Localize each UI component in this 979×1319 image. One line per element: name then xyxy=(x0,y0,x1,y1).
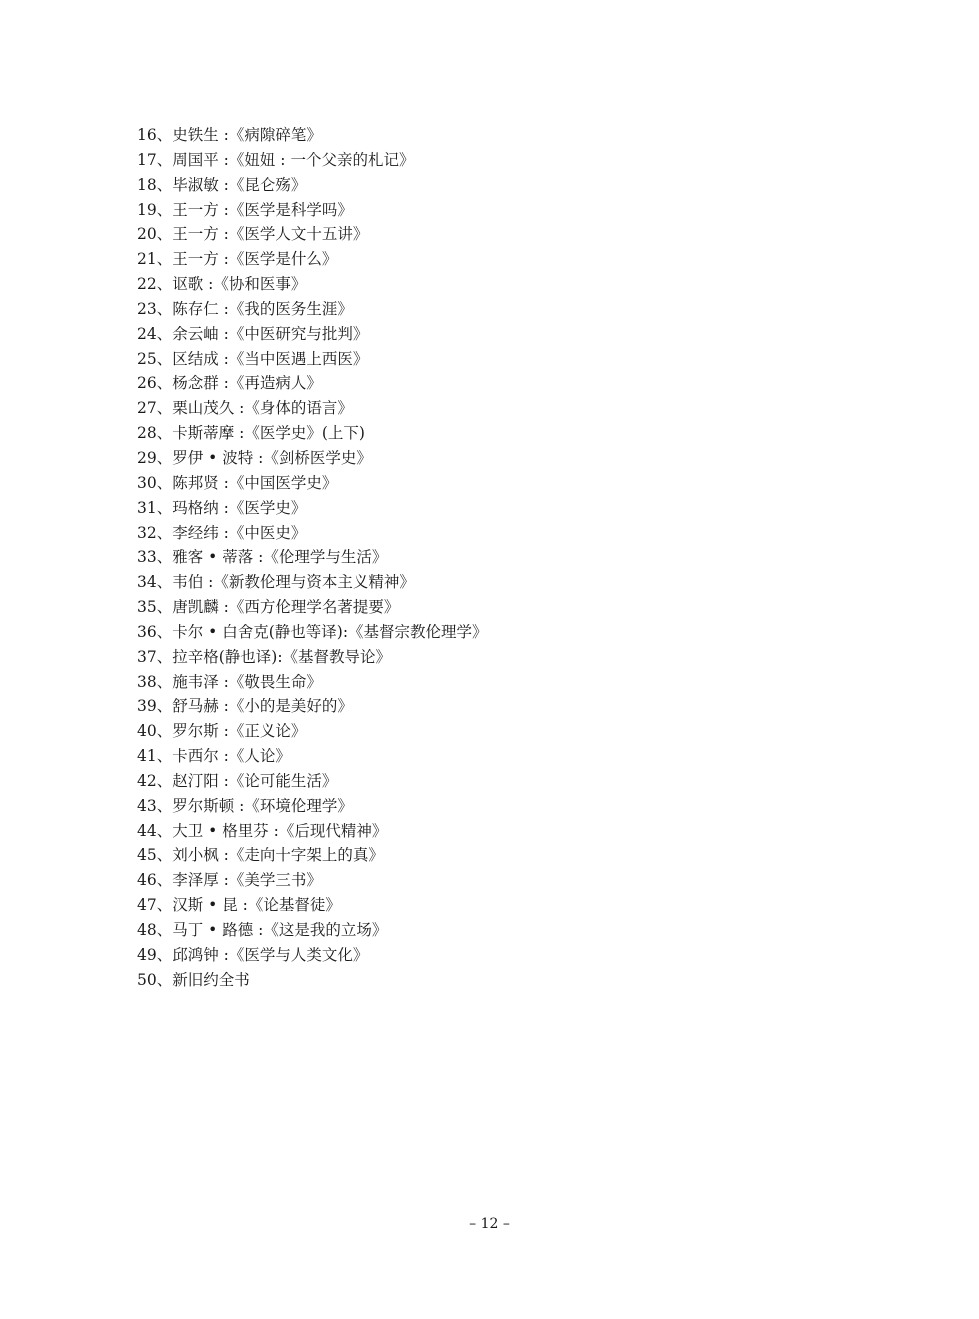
list-item: 20、王一方 :《医学人文十五讲》 xyxy=(137,225,369,244)
list-item: 25、区结成 :《当中医遇上西医》 xyxy=(137,349,369,368)
list-item: 27、栗山茂久 :《身体的语言》 xyxy=(137,399,353,418)
list-item: 17、周国平 :《妞妞 : 一个父亲的札记》 xyxy=(137,150,415,169)
list-item: 35、唐凯麟 :《西方伦理学名著提要》 xyxy=(137,598,400,617)
page-number: – 12 – xyxy=(469,1216,510,1232)
list-item: 41、卡西尔 :《人论》 xyxy=(137,747,291,766)
list-item: 50、新旧约全书 xyxy=(137,970,250,989)
list-item: 36、卡尔 • 白舍克(静也等译):《基督宗教伦理学》 xyxy=(137,622,488,641)
list-item: 22、讴歌 :《协和医事》 xyxy=(137,275,307,294)
list-item: 24、余云岫 :《中医研究与批判》 xyxy=(137,324,369,343)
list-item: 47、汉斯 • 昆 :《论基督徒》 xyxy=(137,896,341,915)
list-item: 21、王一方 :《医学是什么》 xyxy=(137,250,338,269)
list-item: 43、罗尔斯顿 :《环境伦理学》 xyxy=(137,796,353,815)
list-item: 26、杨念群 :《再造病人》 xyxy=(137,374,322,393)
list-item: 16、史铁生 :《病隙碎笔》 xyxy=(137,126,322,144)
list-item: 40、罗尔斯 :《正义论》 xyxy=(137,722,307,741)
list-item: 31、玛格纳 :《医学史》 xyxy=(137,498,307,517)
list-item: 46、李泽厚 :《美学三书》 xyxy=(137,871,322,890)
list-item: 28、卡斯蒂摩 :《医学史》(上下) xyxy=(137,424,365,443)
list-item: 44、大卫 • 格里芬 :《后现代精神》 xyxy=(137,821,388,840)
reading-list xyxy=(137,123,837,993)
list-item: 45、刘小枫 :《走向十字架上的真》 xyxy=(137,846,384,865)
list-item: 23、陈存仁 :《我的医务生涯》 xyxy=(137,299,353,318)
list-item: 29、罗伊 • 波特 :《剑桥医学史》 xyxy=(137,448,372,467)
list-item: 18、毕淑敏 :《昆仑殇》 xyxy=(137,175,307,194)
list-item: 34、韦伯 :《新教伦理与资本主义精神》 xyxy=(137,573,415,592)
list-item: 32、李经纬 :《中医史》 xyxy=(137,523,307,542)
list-item: 42、赵汀阳 :《论可能生活》 xyxy=(137,771,338,790)
list-item: 38、施韦泽 :《敬畏生命》 xyxy=(137,672,322,691)
list-item: 33、雅客 • 蒂落 :《伦理学与生活》 xyxy=(137,548,388,567)
list-item: 30、陈邦贤 :《中国医学史》 xyxy=(137,473,338,492)
list-item: 49、邱鸿钟 :《医学与人类文化》 xyxy=(137,945,369,964)
list-item: 39、舒马赫 :《小的是美好的》 xyxy=(137,697,353,716)
list-item: 48、马丁 • 路德 :《这是我的立场》 xyxy=(137,921,388,939)
list-item: 19、王一方 :《医学是科学吗》 xyxy=(137,200,353,219)
list-item: 37、拉辛格(静也译):《基督教导论》 xyxy=(137,647,392,666)
